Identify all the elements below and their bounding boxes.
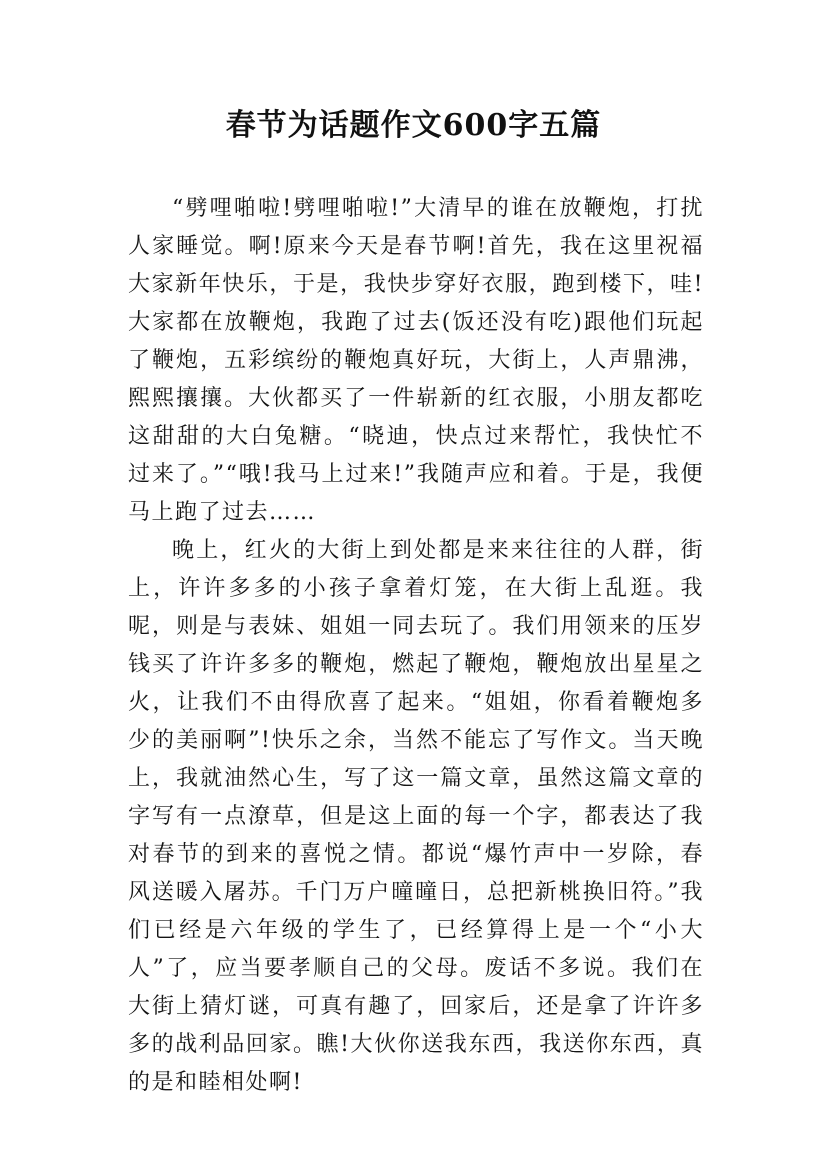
document-body <box>128 190 704 1102</box>
document-title: 春节为话题作文600字五篇 <box>225 108 602 143</box>
paragraph-2: 晚上，红火的大街上到处都是来来往往的人群，街上，许许多多的小孩子拿着灯笼，在大街上乱逛。我呢，则是与表妹、姐姐一同去玩了。我们用领来的压岁钱买了许许多多的鞭炮，燃起了鞭炮，鞭炮放出星星之火，让我们不由得欣喜了起来。“姐姐，你看着鞭炮多少的美丽啊”!快乐之余，当然不能忘了写作文。当天晚上，我就油然心生，写了这一篇文章，虽然这篇文章的字写有一点潦草，但是这上面的每一个字，都表达了我对春节的到来的喜悦之情。都说“爆竹声中一岁除，春风送暖入屠苏。千门万户曈曈日，总把新桃换旧符。”我们已经是六年级的学生了，已经算得上是一个“小大人”了，应当要孝顺自己的父母。废话不多说。我们在大街上猜灯谜，可真有趣了，回家后，还是拿了许许多多的战利品回家。瞧!大伙你送我东西，我送你东西，真的是和睦相处啊! <box>128 538 704 1095</box>
paragraph-1: “劈哩啪啦!劈哩啪啦!”大清早的谁在放鞭炮，打扰人家睡觉。啊!原来今天是春节啊!首先，我在这里祝福大家新年快乐，于是，我快步穿好衣服，跑到楼下，哇!大家都在放鞭炮，我跑了过去(饭还没有吃)跟他们玩起了鞭炮，五彩缤纷的鞭炮真好玩，大街上，人声鼎沸，熙熙攘攘。大伙都买了一件崭新的红衣服，小朋友都吃这甜甜的大白兔糖。“晓迪，快点过来帮忙，我快忙不过来了。”“哦!我马上过来!”我随声应和着。于是，我便马上跑了过去…… <box>128 196 704 525</box>
